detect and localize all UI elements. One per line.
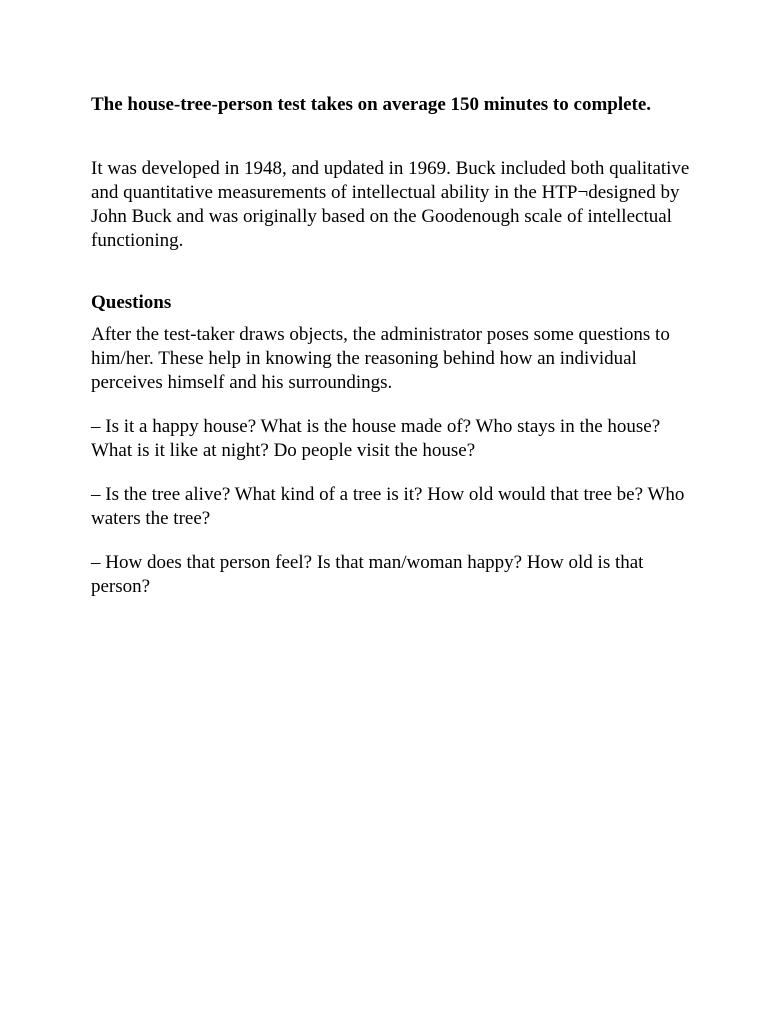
questions-intro-paragraph: After the test-taker draws objects, the administrator poses some questions to him/her. These help in knowing the reasoning behind how an individual perceives himself and his surroundings. — [91, 324, 670, 393]
document-page — [91, 93, 691, 599]
intro-paragraph: It was developed in 1948, and updated in 1969. Buck included both qualitative and quantitative measurements of intellectual ability in the HTP¬designed by John Buck and was originally based on the Goodenough scale of intellectual functioning. — [91, 158, 690, 251]
document-title: The house-tree-person test takes on average 150 minutes to complete. — [91, 94, 652, 115]
question-house: – Is it a happy house? What is the house made of? Who stays in the house? What is it like at night? Do people visit the house? — [91, 416, 661, 461]
question-person: – How does that person feel? Is that man/woman happy? How old is that person? — [91, 552, 644, 597]
question-tree: – Is the tree alive? What kind of a tree is it? How old would that tree be? Who waters the tree? — [91, 484, 685, 529]
questions-heading: Questions — [91, 292, 172, 313]
